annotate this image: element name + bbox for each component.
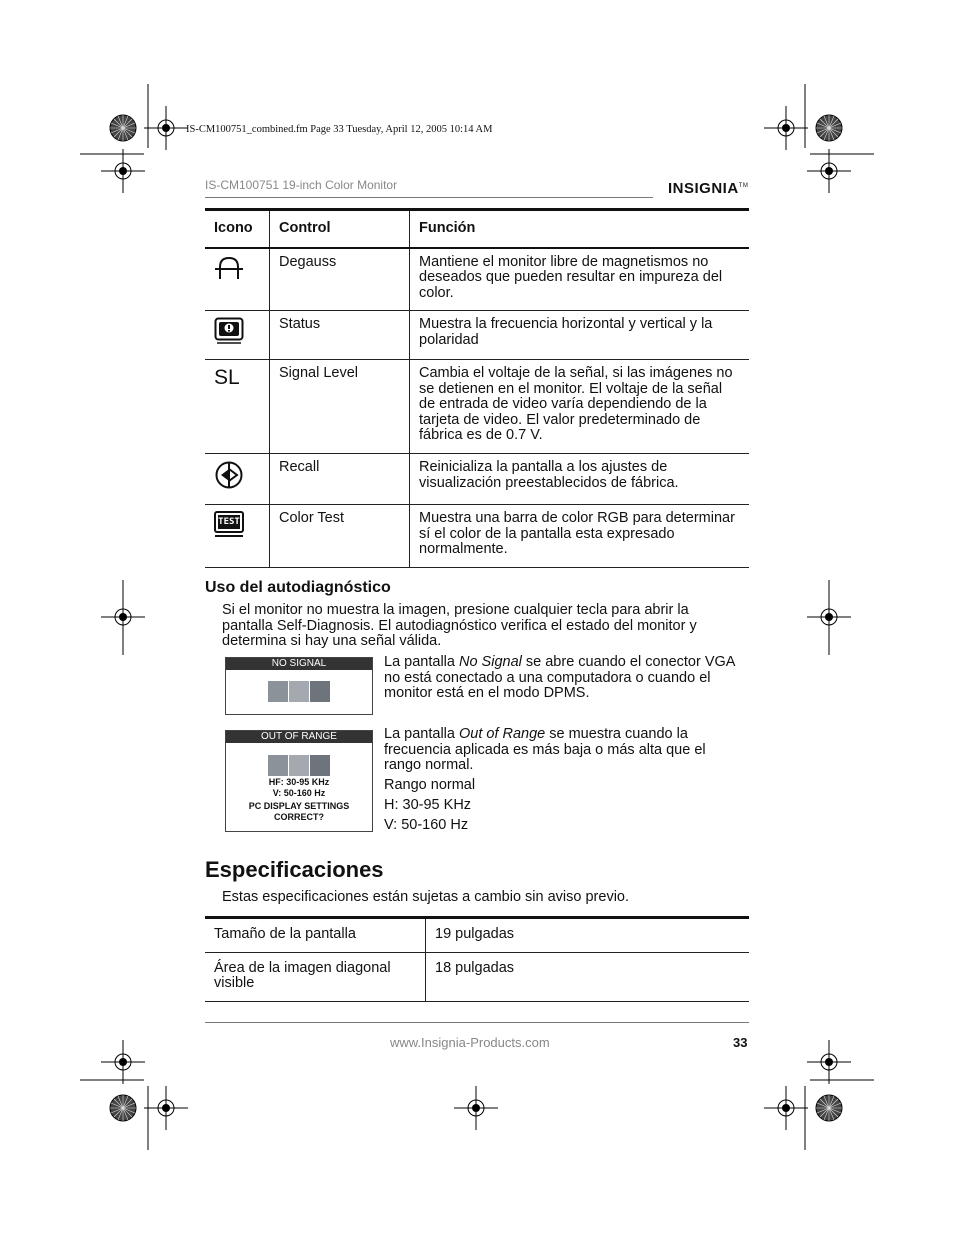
reg-mark (101, 149, 145, 193)
status-icon (214, 317, 244, 345)
table-row (205, 952, 749, 1001)
table-row (205, 454, 749, 505)
signal-level-icon: SL (214, 366, 240, 389)
normal-range-h: H: 30-95 KHz (384, 797, 472, 813)
header-rule (205, 197, 653, 198)
reg-mark (144, 1086, 188, 1130)
table-row (205, 248, 749, 311)
control-name: Recall (270, 454, 410, 505)
reg-mark (110, 115, 136, 141)
reg-mark (144, 106, 188, 150)
table-row (205, 918, 749, 953)
col-header-control: Control (270, 210, 410, 248)
footer-rule (205, 1022, 749, 1023)
degauss-icon (214, 255, 244, 281)
out-of-range-title: OUT OF RANGE (226, 731, 372, 743)
control-name: Status (270, 311, 410, 360)
reg-mark (764, 106, 808, 150)
normal-range-label: Rango normal (384, 777, 476, 793)
color-swatch (310, 755, 330, 776)
out-of-range-description: La pantalla Out of Range se muestra cuando la frecuencia aplicada es más baja o más alta que el rango normal. (384, 726, 706, 773)
self-diagnosis-intro: Si el monitor no muestra la imagen, presione cualquier tecla para abrir la pantalla Self-Diagnosis. El autodiagnóstico verifica el estado del monitor y determina si hay una señal válida. (222, 602, 697, 649)
osd-hf: HF: 30-95 KHz (268, 777, 330, 787)
reg-mark (816, 115, 842, 141)
color-swatch (289, 681, 309, 702)
reg-mark (764, 1086, 808, 1130)
color-test-icon-label: TEST (218, 517, 240, 527)
reg-mark (454, 1086, 498, 1130)
table-row (205, 311, 749, 360)
color-test-icon (214, 511, 244, 537)
spec-value: 18 pulgadas (426, 952, 750, 1001)
osd-prompt-line2: CORRECT? (274, 812, 324, 822)
normal-range-v: V: 50-160 Hz (384, 817, 469, 833)
recall-icon (214, 460, 244, 490)
control-function: Reinicializa la pantalla a los ajustes de visualización preestablecidos de fábrica. (410, 454, 750, 505)
running-header: IS-CM100751 19-inch Color Monitor (205, 178, 398, 192)
control-function: Muestra una barra de color RGB para determinar sí el color de la pantalla esta expresado normalmente. (410, 505, 750, 568)
table-header-row (205, 210, 749, 248)
reg-mark (816, 1095, 842, 1121)
col-header-function: Función (410, 210, 750, 248)
osd-v: V: 50-160 Hz (272, 788, 326, 798)
control-name: Degauss (270, 248, 410, 311)
color-swatch (268, 681, 288, 702)
col-header-icon: Icono (205, 210, 270, 248)
spec-label: Área de la imagen diagonal visible (205, 952, 426, 1001)
specs-table (205, 916, 749, 1002)
table-row (205, 360, 749, 454)
color-swatch (268, 755, 288, 776)
table-row (205, 505, 749, 568)
reg-mark (807, 1040, 851, 1084)
print-slug: IS-CM100751_combined.fm Page 33 Tuesday, April 12, 2005 10:14 AM (186, 124, 493, 135)
controls-table (205, 208, 749, 568)
specs-heading: Especificaciones (205, 857, 384, 882)
reg-mark (807, 149, 851, 193)
control-function: Mantiene el monitor libre de magnetismos no deseados que pueden resultar en impureza del color. (410, 248, 750, 311)
control-function: Cambia el voltaje de la señal, si las imágenes no se detienen en el monitor. El voltaje de la señal de entrada de video varía dependiendo de la tarjeta de video. El valor predeterminado de fábrica es de 0.7 V. (410, 360, 750, 454)
control-name: Color Test (270, 505, 410, 568)
osd-prompt-line1: PC DISPLAY SETTINGS (248, 801, 350, 811)
specs-intro: Estas especificaciones están sujetas a cambio sin aviso previo. (222, 889, 630, 905)
page-number: 33 (733, 1035, 748, 1050)
control-function: Muestra la frecuencia horizontal y vertical y la polaridad (410, 311, 750, 360)
color-swatch (310, 681, 330, 702)
out-of-range-screen (225, 730, 373, 832)
footer-url: www.Insignia-Products.com (390, 1035, 550, 1050)
spec-label: Tamaño de la pantalla (205, 918, 426, 953)
no-signal-screen (225, 657, 373, 715)
reg-mark (101, 1040, 145, 1084)
reg-mark (110, 1095, 136, 1121)
self-diagnosis-heading: Uso del autodiagnóstico (205, 579, 391, 596)
color-swatch (289, 755, 309, 776)
insignia-logo: INSIGNIA™ (668, 180, 749, 197)
control-name: Signal Level (270, 360, 410, 454)
spec-value: 19 pulgadas (426, 918, 750, 953)
no-signal-description: La pantalla No Signal se abre cuando el conector VGA no está conectado a una computadora o cuando el monitor está en el modo DPMS. (384, 654, 735, 701)
no-signal-title: NO SIGNAL (226, 658, 372, 670)
